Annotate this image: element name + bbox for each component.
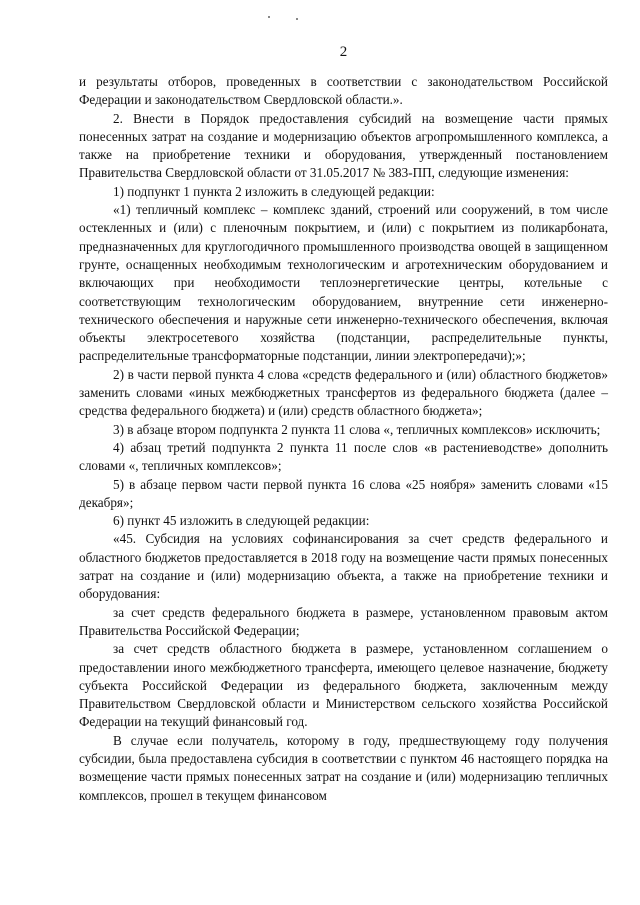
paragraph-subitem-1: 1) подпункт 1 пункта 2 изложить в следующей редакции: bbox=[113, 183, 435, 199]
scan-speck bbox=[268, 16, 270, 18]
paragraph-greenhouse-definition: «1) тепличный комплекс – комплекс зданий, строений или сооружений, в том числе остекленных и (или) с пленочным покрытием, и (или) с покрытием из поликарбоната, предназначенных для круглогодичного промышленного производства овощей в защищенном грунте, оснащенных необходимым технологическим и агротехническим оборудованием и включающих при необходимости теплоэнергетические центры, котельные с соответствующим технологическим оборудованием, внутренние сети инженерно-технического обеспечения и наружные сети инженерно-технического обеспечения, включая объекты электросетевого хозяйства (подстанции, распределительные пункты, распределительные трансформаторные подстанции, линии электропередачи);»; bbox=[79, 202, 608, 364]
paragraph-subitem-4: 4) абзац третий подпункта 2 пункта 11 после слов «в растениеводстве» дополнить словами «, тепличных комплексов»; bbox=[79, 439, 608, 474]
paragraph-subitem-3: 3) в абзаце втором подпункта 2 пункта 11 слова «, тепличных комплексов» исключить; bbox=[113, 421, 601, 437]
paragraph-recipient-case: В случае если получатель, которому в году, предшествующему году получения субсидии, была предоставлена субсидия в соответствии с пунктом 46 настоящего порядка на возмещение части прямых понесенных затрат на создание и (или) модернизацию тепличных комплексов, прошел в текущем финансовом bbox=[79, 732, 608, 803]
scan-speck bbox=[296, 18, 298, 20]
paragraph-continuation: и результаты отборов, проведенных в соответствии с законодательством Российской Федерации и законодательством Свердловской области.». bbox=[79, 74, 608, 108]
paragraph-subitem-6: 6) пункт 45 изложить в следующей редакции: bbox=[113, 513, 370, 529]
page-number: 2 bbox=[339, 44, 348, 60]
paragraph-subitem-5: 5) в абзаце первом части первой пункта 16 слова «25 ноября» заменить словами «15 декабря»; bbox=[79, 476, 608, 510]
paragraph-subitem-2: 2) в части первой пункта 4 слова «средств федерального и (или) областного бюджетов» заменить словами «иных межбюджетных трансфертов из федерального бюджета (далее – средства федерального бюджета) и (или) средств областного бюджета»; bbox=[79, 366, 608, 419]
paragraph-item-2: 2. Внести в Порядок предоставления субсидий на возмещение части прямых понесенных затрат на создание и модернизацию объектов агропромышленного комплекса, а также на приобретение техники и оборудования, утвержденный постановлением Правительства Свердловской области от 31.05.2017 № 383-ПП, следующие изменения: bbox=[79, 110, 608, 181]
paragraph-federal-budget: за счет средств федерального бюджета в размере, установленном правовым актом Правительства Российской Федерации; bbox=[79, 604, 608, 638]
paragraph-regional-budget: за счет средств областного бюджета в размере, установленном соглашением о предоставлении иного межбюджетного трансферта, имеющего целевое назначение, бюджету субъекта Российской Федерации из федерального бюджета, заключенным между Правительством Свердловской области и Министерством сельского хозяйства Российской Федерации на текущий финансовый год. bbox=[79, 641, 608, 730]
paragraph-point-45: «45. Субсидия на условиях софинансирования за счет средств федерального и областного бюджетов предоставляется в 2018 году на возмещение части прямых понесенных затрат на создание и (или) модернизацию объекта, а также на приобретение техники и оборудования: bbox=[79, 531, 608, 602]
